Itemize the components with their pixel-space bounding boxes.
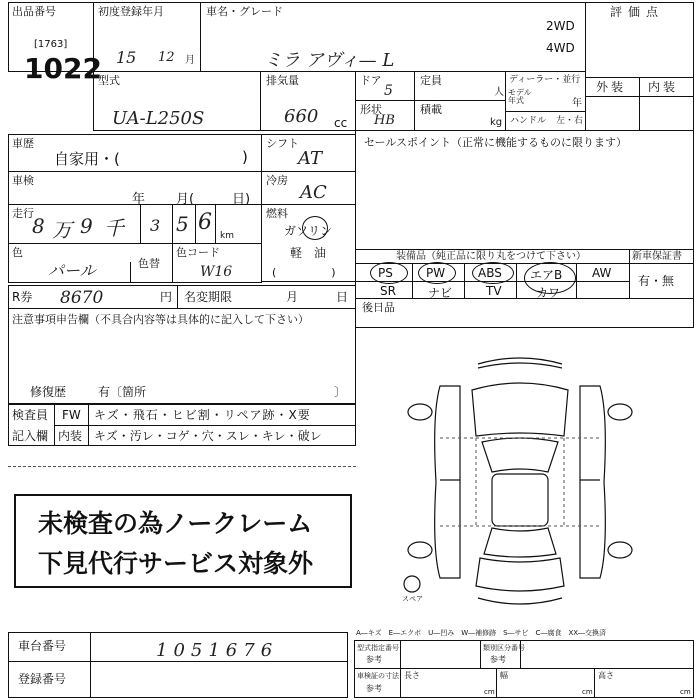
- car-name-label: 車名・グレード: [206, 5, 283, 18]
- drive-2wd: 2WD: [546, 19, 575, 33]
- r-ticket-value: 8670: [60, 288, 104, 308]
- inspector-fw-label: FW: [62, 408, 81, 422]
- spare-label: スペア: [402, 595, 423, 603]
- history-label: 車歴: [12, 137, 34, 150]
- insp-hdiv: [54, 425, 356, 426]
- handle-value: 左・右: [556, 116, 584, 126]
- sales-point-label: セールスポイント（正常に機能するものに限ります）: [364, 136, 628, 149]
- person-unit: 人: [494, 87, 504, 98]
- load-label: 積載: [420, 103, 442, 116]
- fuel-gasoline: ガソリン: [284, 224, 333, 238]
- lot-number-label: 出品番号: [12, 5, 56, 18]
- history-value: 自家用・(: [54, 150, 120, 168]
- repair-value: 有〔箇所: [98, 385, 147, 399]
- fuel-gasoline-circle: [302, 216, 328, 240]
- first-reg-month: 12: [158, 50, 175, 65]
- inspector-title2: 記入欄: [12, 429, 49, 443]
- mileage-digit: 5: [176, 212, 189, 236]
- color-tone-label: 色替: [138, 257, 160, 270]
- exterior-label: 外装: [596, 80, 627, 94]
- car-name-value: ミラ アヴィ— L: [264, 50, 395, 71]
- history-box: [8, 134, 262, 172]
- inspector-interior-label: 内装: [58, 429, 83, 443]
- model-value: UA-L250S: [112, 108, 205, 129]
- drive-4wd: 4WD: [546, 41, 575, 55]
- equip-ps: PS: [378, 266, 393, 280]
- inspector-title1: 検査員: [12, 408, 49, 422]
- mileage-unit: km: [220, 231, 234, 241]
- length-label: 長さ: [404, 671, 420, 680]
- grade-label: 評価点: [610, 5, 665, 19]
- color-code-label: 色コード: [176, 246, 220, 259]
- repair-close: 〕: [334, 385, 347, 399]
- class-label1: 類別区分番号: [483, 644, 525, 652]
- dashed-separator: [8, 466, 356, 467]
- equip-sr: SR: [380, 284, 396, 298]
- fuel-label: 燃料: [266, 207, 288, 220]
- r-ticket-label: R券: [12, 290, 33, 304]
- displacement-value: 660: [284, 106, 319, 127]
- displacement-label: 排気量: [266, 74, 299, 87]
- shape-label: 形状: [360, 103, 382, 116]
- car-body-diagram: [400, 350, 640, 612]
- notes-label: 注意事項申告欄（不具合内容等は具体的に記入して下さい）: [12, 313, 309, 326]
- equip-abs-circle: [472, 262, 514, 284]
- legend: A―キズ E―エクボ U―凹み W―補修跡 S―サビ C―腐食 XX―交換済: [356, 629, 607, 637]
- mileage-digit: 万: [52, 218, 72, 242]
- year-unit: 年: [572, 98, 582, 109]
- spec-hdiv: [354, 668, 694, 669]
- first-reg-label: 初度登録年月: [98, 5, 164, 18]
- color-label: 色: [12, 246, 23, 259]
- stamp-line2: 下見代行サービス対象外: [38, 549, 314, 578]
- width-unit: cm: [582, 688, 593, 696]
- door-label: ドア: [360, 74, 382, 87]
- equip-ps-circle: [370, 262, 408, 284]
- shift-value: AT: [298, 148, 323, 169]
- equip-navi: ナビ: [428, 286, 453, 300]
- new-car-value: 有・無: [638, 274, 675, 288]
- equipment-header: 装備品（純正品に限り丸をつけて下さい）: [396, 251, 586, 262]
- equip-leather: カワ: [536, 286, 561, 300]
- size-div: [594, 668, 595, 698]
- handle-label: ハンドル: [510, 116, 547, 126]
- fuel-diesel: 軽 油: [290, 246, 327, 260]
- lot-code: [1763]: [34, 39, 68, 50]
- mileage-digit: 3: [150, 216, 161, 235]
- inspection-label: 車検: [12, 174, 34, 187]
- shape-value: HB: [374, 113, 395, 128]
- shift-label: シフト: [266, 137, 299, 150]
- equip-aw: AW: [592, 266, 612, 280]
- width-label: 幅: [500, 671, 508, 680]
- chassis-label: 車台番号: [18, 639, 67, 653]
- color-div: [172, 243, 173, 283]
- mileage-label: 走行: [12, 207, 34, 220]
- kg-unit: kg: [490, 117, 503, 128]
- rear-label: 後日品: [362, 301, 395, 314]
- grade-divider: [585, 96, 694, 97]
- inspector-interior-text: キズ・汚レ・コゲ・穴・スレ・キレ・破レ: [94, 429, 322, 443]
- size-label1: 車検証の寸法: [357, 672, 399, 680]
- equip-col: [412, 263, 413, 299]
- history-close: ): [242, 148, 248, 166]
- new-car-header: 新車保証書: [632, 251, 682, 262]
- spec-vdiv: [400, 640, 401, 698]
- mileage-digit: 千: [104, 216, 124, 240]
- size-div: [496, 668, 497, 698]
- equip-airbag: エアB: [530, 268, 563, 282]
- mileage-digit: 6: [198, 210, 212, 235]
- equip-abs: ABS: [478, 266, 502, 280]
- first-reg-month-unit: 月: [185, 55, 195, 66]
- dealer-label: ディーラー・並行: [509, 75, 581, 85]
- first-reg-year: 15: [116, 48, 137, 67]
- cc-unit: cc: [334, 116, 348, 130]
- mileage-div: [140, 204, 141, 244]
- color-value: パール: [48, 261, 96, 280]
- equip-pw-circle: [418, 262, 456, 284]
- equip-pw: PW: [426, 266, 446, 280]
- model-label: 型式: [98, 74, 120, 87]
- model-year-label: モデル 年式: [508, 88, 532, 106]
- name-change-month: 月: [286, 290, 299, 304]
- mileage-div: [215, 204, 216, 244]
- equip-col: [464, 263, 465, 299]
- inspector-fw-text: キズ・飛石・ヒビ割・リペア跡・X要: [94, 408, 311, 422]
- chassis-value: 1051676: [156, 640, 279, 661]
- size-label2: 参考: [366, 684, 382, 693]
- capacity-label: 定員: [420, 74, 442, 87]
- mileage-digit: 8: [32, 214, 45, 238]
- color-code-value: W16: [200, 264, 233, 280]
- repair-label: 修復歴: [30, 385, 67, 399]
- mileage-div: [172, 204, 173, 244]
- reg-label: 登録番号: [18, 672, 67, 686]
- spec-label1: 型式指定番号: [357, 644, 399, 652]
- equip-col: [576, 263, 577, 299]
- equip-col: [516, 263, 517, 299]
- stamp-line1: 未検査の為ノークレーム: [38, 509, 313, 538]
- inspection-month: 月(: [176, 192, 195, 207]
- length-unit: cm: [484, 688, 495, 696]
- spec-label2: 参考: [366, 655, 382, 664]
- mileage-digit: 9: [80, 214, 93, 238]
- inspection-day: 日): [232, 192, 251, 207]
- equip-tv: TV: [486, 284, 502, 298]
- r-ticket-yen: 円: [160, 290, 173, 304]
- color-div: [130, 262, 131, 283]
- ac-value: AC: [300, 182, 327, 203]
- spec-vdiv: [480, 640, 481, 668]
- dealer-divider: [505, 111, 586, 112]
- door-value: 5: [384, 83, 393, 99]
- interior-label: 内装: [648, 80, 679, 94]
- height-label: 高さ: [598, 671, 614, 680]
- ac-label: 冷房: [266, 174, 288, 187]
- lot-number: 1022: [24, 52, 102, 85]
- class-label2: 参考: [490, 655, 506, 664]
- mileage-div: [195, 204, 196, 244]
- name-change-day: 日: [336, 290, 349, 304]
- height-unit: cm: [680, 688, 691, 696]
- name-change-label: 名変期限: [184, 290, 233, 304]
- fuel-paren: ( ): [272, 266, 336, 279]
- rear-box: [355, 298, 694, 328]
- inspection-year: 年: [132, 192, 146, 207]
